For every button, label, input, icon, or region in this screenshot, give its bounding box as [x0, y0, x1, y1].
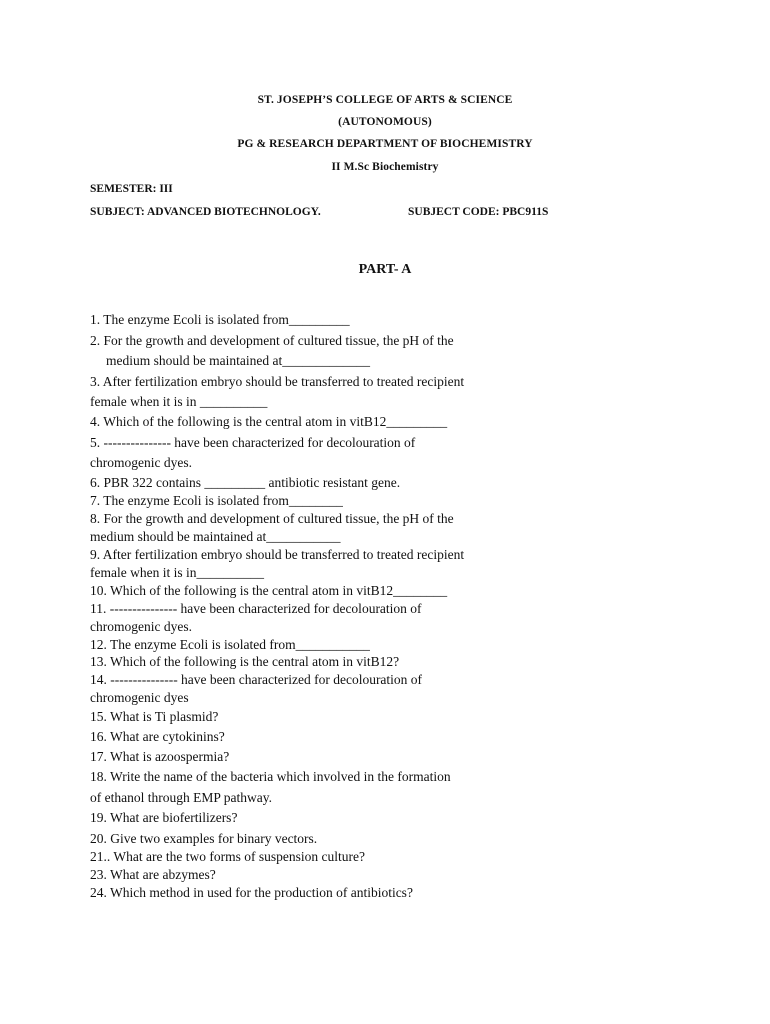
course-name: II M.Sc Biochemistry: [331, 161, 439, 173]
question-line: 8. For the growth and development of cultured tissue, the pH of the: [90, 511, 454, 526]
question-line: 2. For the growth and development of cultured tissue, the pH of the: [90, 333, 454, 348]
subject-code-label: SUBJECT CODE: PBC911S: [408, 206, 549, 218]
question-line: of ethanol through EMP pathway.: [90, 790, 272, 805]
question-line: chromogenic dyes.: [90, 619, 192, 634]
question-line: 7. The enzyme Ecoli is isolated from________: [90, 493, 343, 508]
question-line: female when it is in __________: [90, 394, 268, 409]
question-line: 10. Which of the following is the central atom in vitB12________: [90, 583, 448, 598]
question-line: female when it is in__________: [90, 565, 264, 580]
question-line: 13. Which of the following is the central atom in vitB12?: [90, 654, 400, 669]
question-line: 17. What is azoospermia?: [90, 749, 230, 764]
question-line: 6. PBR 322 contains _________ antibiotic resistant gene.: [90, 475, 401, 490]
question-line: 5. --------------- have been characterized for decolouration of: [90, 435, 416, 450]
department-name: PG & RESEARCH DEPARTMENT OF BIOCHEMISTRY: [237, 138, 533, 150]
question-line: 21.. What are the two forms of suspension culture?: [90, 849, 365, 864]
semester-label: SEMESTER: III: [90, 183, 173, 195]
college-name: ST. JOSEPH’S COLLEGE OF ARTS & SCIENCE: [257, 94, 513, 106]
question-line: 9. After fertilization embryo should be transferred to treated recipient: [90, 547, 465, 562]
autonomous-label: (AUTONOMOUS): [338, 116, 432, 128]
question-line: 3. After fertilization embryo should be transferred to treated recipient: [90, 374, 465, 389]
question-line: medium should be maintained at___________: [90, 529, 341, 544]
question-line: 23. What are abzymes?: [90, 867, 216, 882]
question-line: 4. Which of the following is the central atom in vitB12_________: [90, 414, 448, 429]
question-line: 24. Which method in used for the production of antibiotics?: [90, 885, 413, 900]
question-line: 12. The enzyme Ecoli is isolated from___________: [90, 637, 370, 652]
question-line: chromogenic dyes: [90, 690, 189, 705]
question-line: chromogenic dyes.: [90, 455, 192, 470]
question-line: 15. What is Ti plasmid?: [90, 709, 219, 724]
subject-label: SUBJECT: ADVANCED BIOTECHNOLOGY.: [90, 206, 321, 218]
question-line: 1. The enzyme Ecoli is isolated from_________: [90, 312, 350, 327]
question-line: 20. Give two examples for binary vectors.: [90, 831, 318, 846]
question-line: 18. Write the name of the bacteria which involved in the formation: [90, 769, 451, 784]
question-line: medium should be maintained at_____________: [106, 353, 370, 368]
part-title: PART- A: [358, 262, 412, 277]
question-line: 19. What are biofertilizers?: [90, 810, 238, 825]
question-line: 16. What are cytokinins?: [90, 729, 225, 744]
question-line: 11. --------------- have been characterized for decolouration of: [90, 601, 422, 616]
question-line: 14. --------------- have been characterized for decolouration of: [90, 672, 423, 687]
